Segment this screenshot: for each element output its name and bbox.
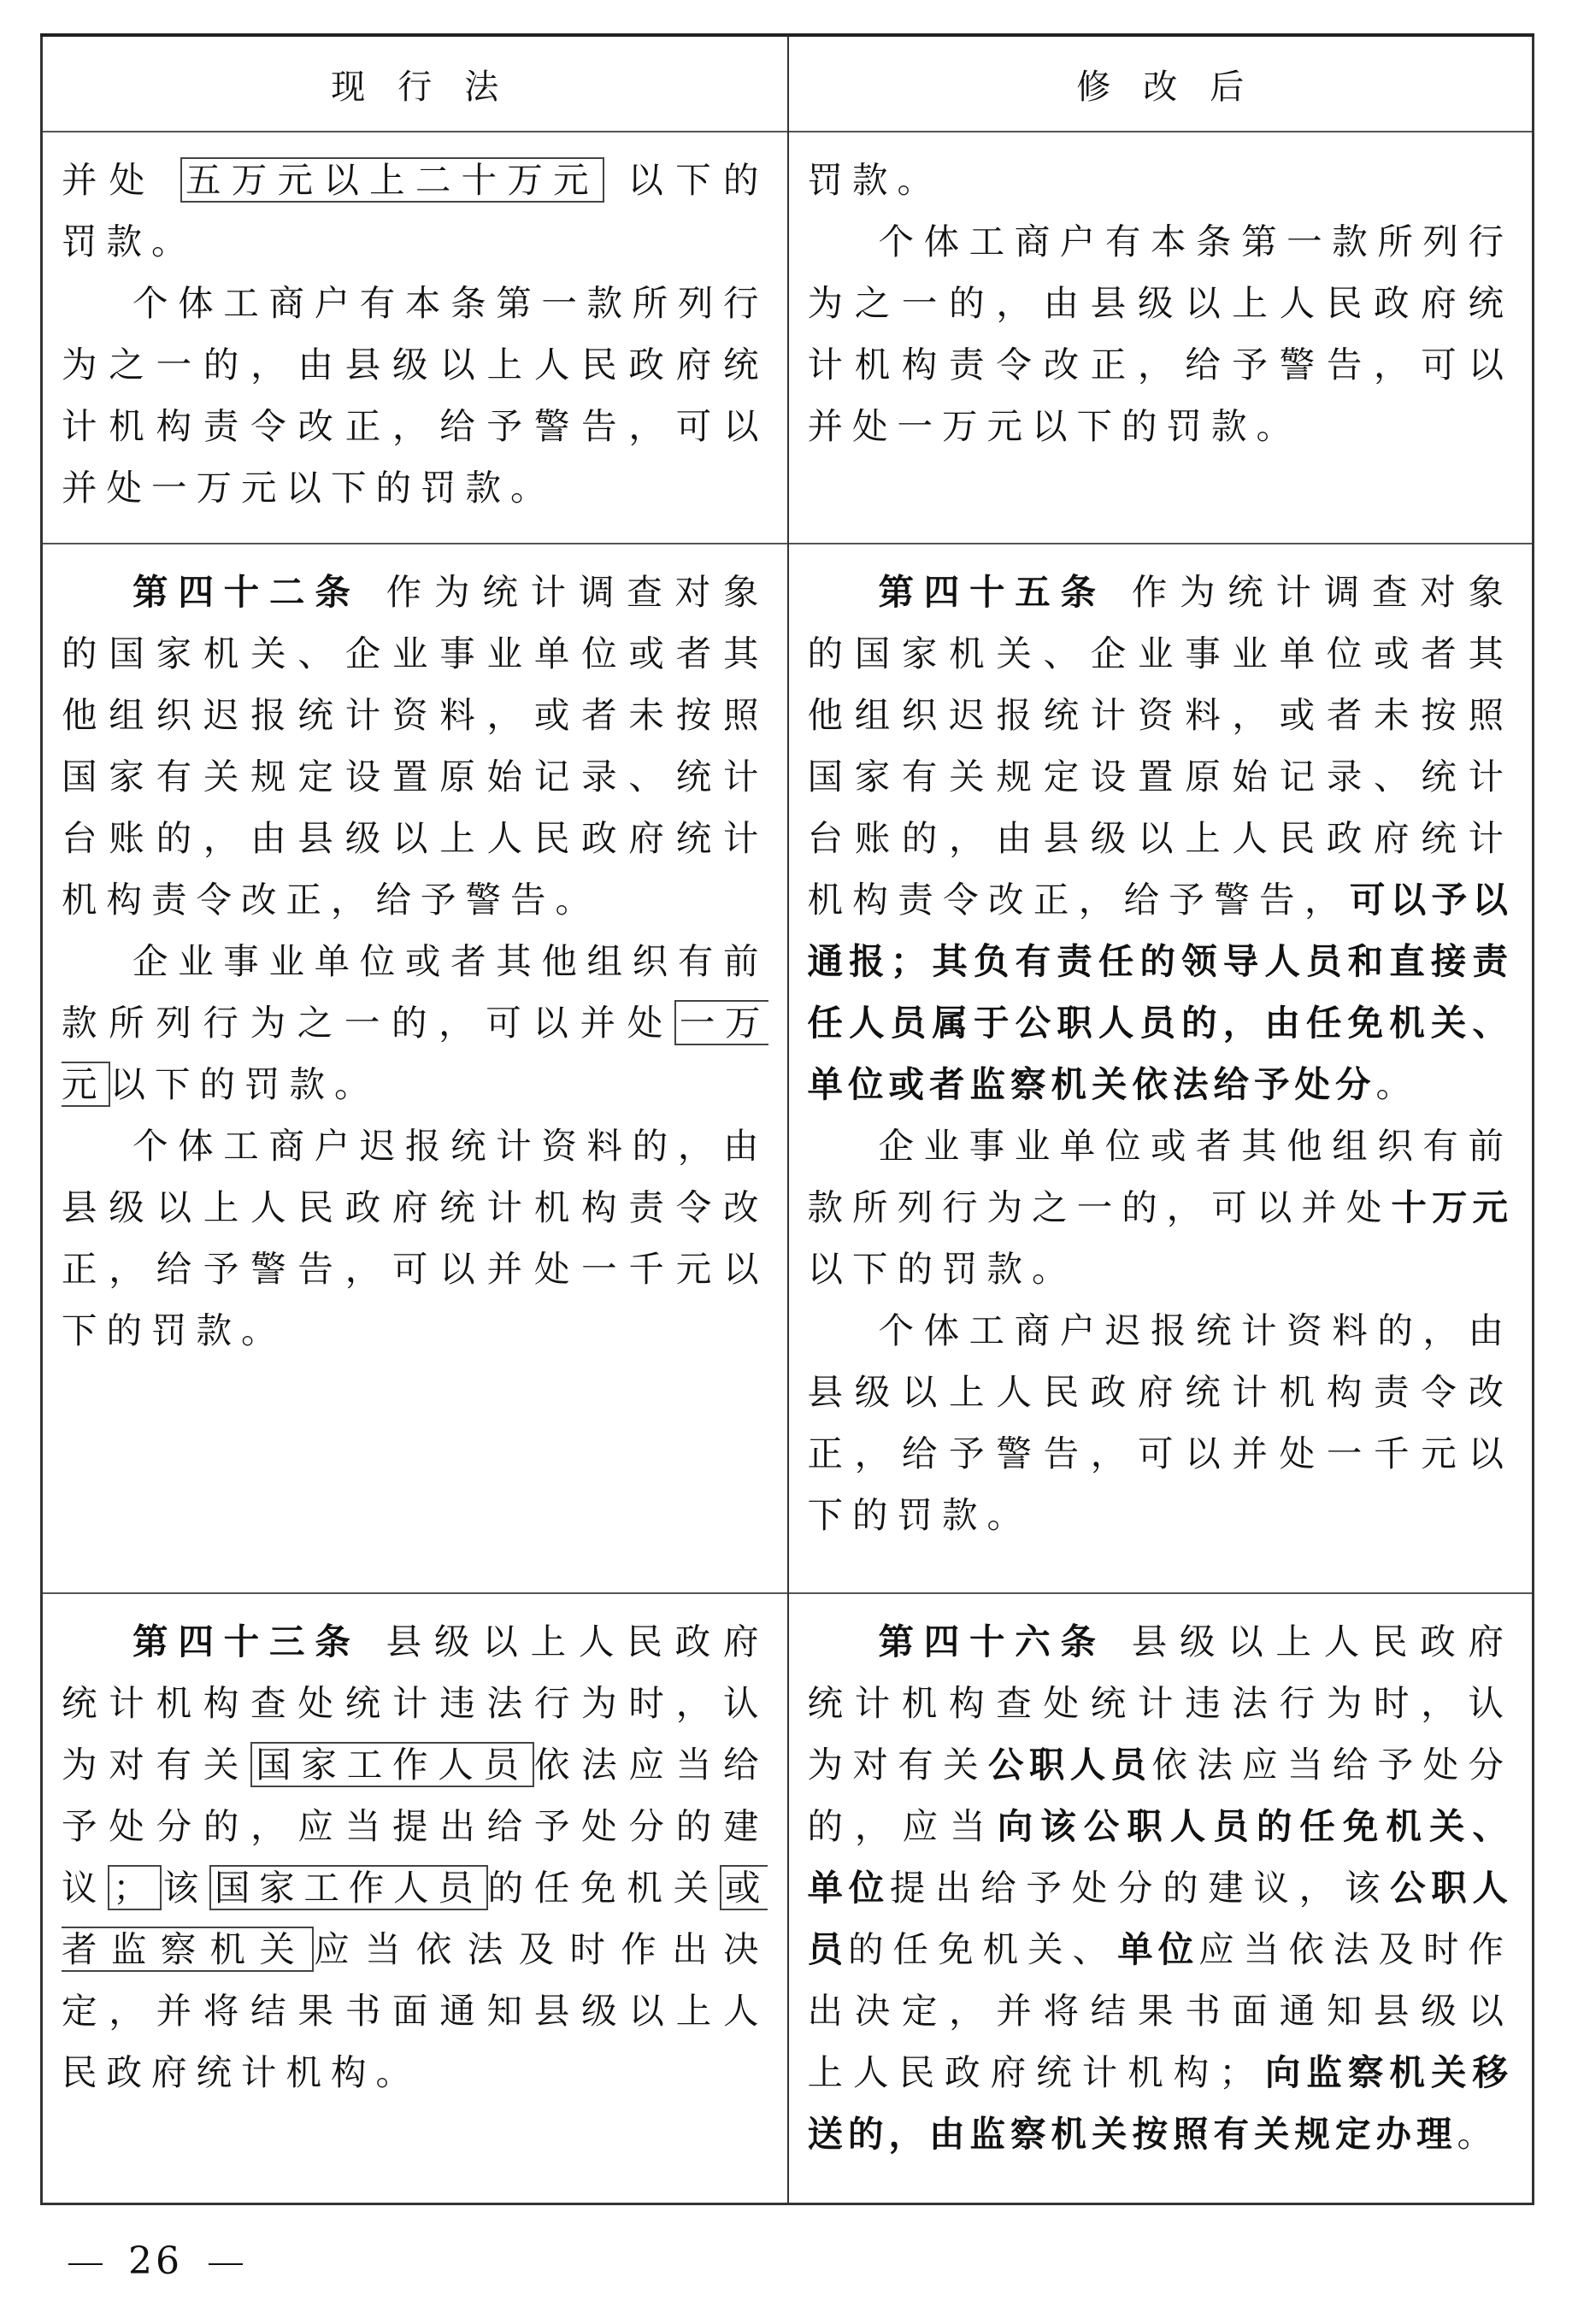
paragraph	[808, 562, 1514, 1115]
paragraph: 罚款。	[807, 159, 943, 201]
paragraph	[62, 562, 768, 931]
text: 作为统计调查对象的国家机关、企业事业单位或者其他组织迟报统计资料，或者未按照国家有关规定设置原始记录、统计台账的，由县级以上人民政府统计机构责令改正，给予警告。	[62, 571, 768, 921]
text: 应当依法及时作出决定，并将结果书面通知县级以上人民政府统计机构。	[62, 1928, 768, 2093]
added-text-bold: 公职人员	[987, 1744, 1152, 1786]
comparison-table	[40, 33, 1534, 2205]
text: 的任免机关	[487, 1867, 720, 1909]
added-text-bold: 可以予以通报；其负有责任的领导人员和直接责任人员属于公职人员的，由任免机关、单位或者监察机关依法给予处分	[807, 879, 1513, 1105]
text: 依法应当给予处分的，应当提出给予处分的建议	[62, 1744, 768, 1909]
text: 应当依法及时作出决定，并将结果书面通知县级以上人民政府统计机构；	[807, 1928, 1513, 2093]
revised-law-cell	[788, 132, 1534, 544]
table-row	[42, 132, 1534, 544]
deleted-text-box: 五万元以上二十万元	[180, 157, 604, 203]
column-header-revised-law: 修改后	[788, 35, 1534, 132]
text: 企业事业单位或者其他组织有前款所列行为之一的，可以并处	[807, 1125, 1513, 1228]
text: 以下的罚款。	[109, 1063, 380, 1105]
text: 。	[1457, 2113, 1503, 2155]
article-number: 第四十六条	[878, 1621, 1106, 1662]
text: 作为统计调查对象的国家机关、企业事业单位或者其他组织迟报统计资料，或者未按照国家有关规定设置原始记录、统计台账的，由县级以上人民政府统计机构责令改正，给予警告，	[807, 571, 1513, 921]
text: 以下的罚款。	[62, 159, 768, 262]
text: 并处	[62, 159, 157, 201]
text: 县级以上人民政府统计机构查处统计违法行为时，认为对有关	[807, 1621, 1513, 1786]
added-text-bold: 向监察机关移送的，由监察机关按照有关规定办理	[807, 2051, 1513, 2155]
text: 县级以上人民政府统计机构查处统计违法行为时，认为对有关	[62, 1621, 768, 1786]
page-number: 26	[128, 2239, 183, 2283]
page-footer	[43, 2239, 268, 2283]
dash-decoration	[68, 2263, 103, 2265]
paragraph	[62, 1611, 768, 2103]
column-header-current-law: 现行法	[42, 35, 788, 132]
text: 提出给予处分的建议，该	[889, 1867, 1391, 1909]
paragraph: 个体工商户迟报统计资料的，由县级以上人民政府统计机构责令改正，给予警告，可以并处一千元以下的罚款。	[807, 1309, 1513, 1536]
added-text-bold: 公职人员	[807, 1867, 1513, 1970]
table-row	[42, 544, 1534, 1593]
deleted-text-box: 一万元	[62, 1002, 768, 1105]
paragraph	[808, 1611, 1514, 2165]
article-number: 第四十三条	[132, 1621, 361, 1662]
text: 企业事业单位或者其他组织有前款所列行为之一的，可以并处	[62, 940, 768, 1044]
article-number: 第四十五条	[878, 571, 1106, 613]
text: 。	[1375, 1063, 1422, 1105]
paragraph: 个体工商户有本条第一款所列行为之一的，由县级以上人民政府统计机构责令改正，给予警告，可以并处一万元以下的罚款。	[62, 282, 768, 509]
deleted-text-box: ；	[108, 1865, 162, 1910]
deleted-text-box: 国家工作人员	[209, 1865, 488, 1910]
deleted-text-box: 国家工作人员	[250, 1742, 534, 1787]
current-law-cell	[42, 544, 788, 1593]
dash-decoration	[209, 2263, 243, 2265]
added-text-bold: 十万元	[1391, 1186, 1513, 1228]
text: 以下的罚款。	[807, 1248, 1077, 1290]
table-row	[42, 1593, 1534, 2204]
text: 依法应当给予处分的，应当	[807, 1744, 1513, 1847]
current-law-cell	[42, 132, 788, 544]
paragraph	[62, 931, 768, 1115]
deleted-text-box: 或者监察机关	[62, 1867, 768, 1970]
paragraph	[808, 1115, 1514, 1300]
paragraph: 个体工商户有本条第一款所列行为之一的，由县级以上人民政府统计机构责令改正，给予警告，可以并处一万元以下的罚款。	[807, 221, 1513, 447]
paragraph: 个体工商户迟报统计资料的，由县级以上人民政府统计机构责令改正，给予警告，可以并处一千元以下的罚款。	[62, 1125, 768, 1351]
text: 的任免机关、	[848, 1928, 1118, 1970]
added-text-bold: 单位	[1117, 1928, 1199, 1970]
paragraph	[62, 150, 768, 273]
revised-law-cell	[788, 1593, 1534, 2204]
text: 该	[161, 1867, 209, 1909]
added-text-bold: 向该公职人员的任免机关、单位	[807, 1805, 1513, 1909]
revised-law-cell	[788, 544, 1534, 1593]
current-law-cell	[42, 1593, 788, 2204]
article-number: 第四十二条	[132, 571, 361, 613]
